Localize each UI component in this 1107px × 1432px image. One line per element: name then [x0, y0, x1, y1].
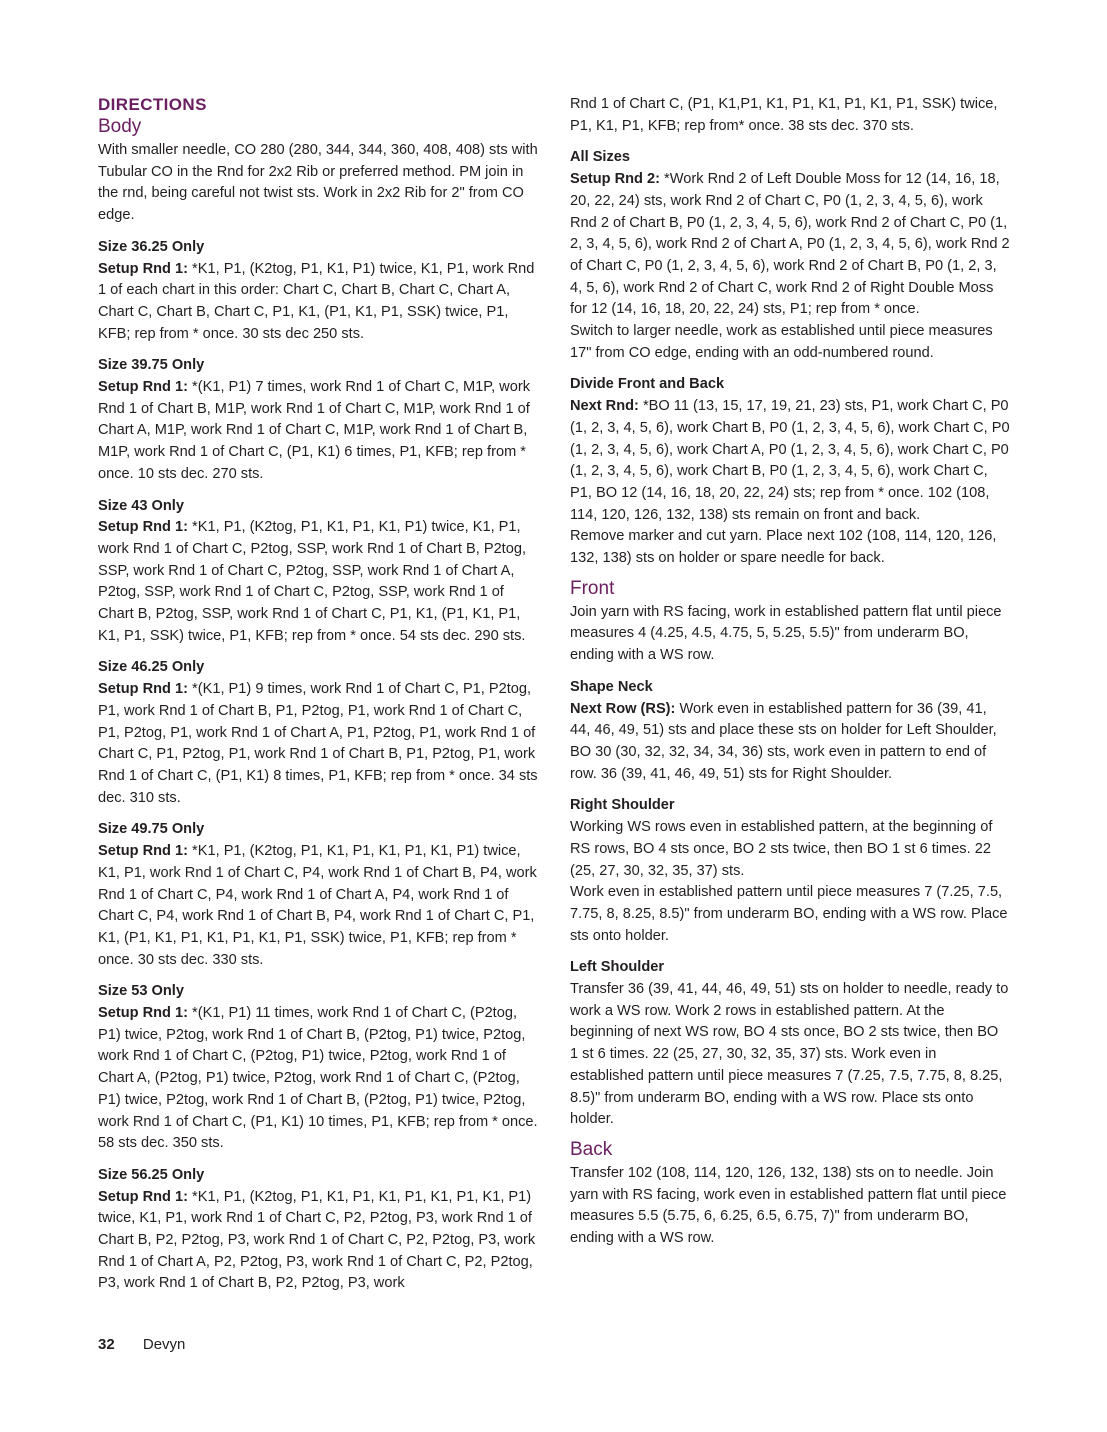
section-heading: Body — [98, 116, 142, 137]
instruction-text: *(K1, P1) 7 times, work Rnd 1 of Chart C, M1P, work Rnd 1 of Chart B, M1P, work Rnd 1 of Chart C, M1P, work Rnd 1 of Chart A, M1P, work Rnd 1 of Chart C, M1P, work Rnd 1 of Chart B, M1P, work Rnd 1 of Chart C, (P1, K1) 6 times, P1, KFB; rep from * once. 10 sts dec. 270 sts. — [98, 379, 530, 482]
page-number: 32 — [98, 1336, 115, 1353]
instruction-paragraph: Transfer 36 (39, 41, 44, 46, 49, 51) sts on holder to needle, ready to work a WS row. Work 2 rows in established pattern. At the beginning of next WS row, BO 4 sts once, BO 2 sts twice, then BO 1 st 6 times. 22 (25, 27, 30, 32, 35, 37) sts. Work even in established pattern until piece measures 7 (7.25, 7.5, 7.75, 8, 8.25, 8.5)" from underarm BO, ending with a WS row. Place sts onto holder. — [570, 981, 1009, 1128]
instruction-paragraph: With smaller needle, CO 280 (280, 344, 344, 360, 408, 408) sts with Tubular CO in the Rnd for 2x2 Rib or preferred method. PM join in the rnd, being careful not twist sts. Work in 2x2 Rib for 2" from CO edge. — [98, 142, 538, 224]
instruction-paragraph — [98, 517, 538, 647]
left-column — [98, 92, 538, 1295]
instruction-paragraph: Remove marker and cut yarn. Place next 102 (108, 114, 120, 126, 132, 138) sts on holder or spare needle for back. — [570, 528, 997, 567]
instruction-paragraph: Work even in established pattern until piece measures 7 (7.25, 7.5, 7.75, 8, 8.25, 8.5)" from underarm BO, ending with a WS row. Place sts onto holder. — [570, 884, 1008, 944]
instruction-text: *Work Rnd 2 of Left Double Moss for 12 (14, 16, 18, 20, 22, 24) sts, work Rnd 2 of Chart C, P0 (1, 2, 3, 4, 5, 6), work Rnd 2 of Chart B, P0 (1, 2, 3, 4, 5, 6), work Rnd 2 of Chart C, P0 (1, 2, 3, 4, 5, 6), work Rnd 2 of Chart A, P0 (1, 2, 3, 4, 5, 6), work Rnd 2 of Chart C, P0 (1, 2, 3, 4, 5, 6), work Rnd 2 of Chart B, P0 (1, 2, 3, 4, 5, 6), work Rnd 2 of Chart C, work Rnd 2 of Right Double Moss for 12 (14, 16, 18, 20, 22, 24) sts, P1; rep from * once. — [570, 171, 1010, 318]
subsection-heading: Size 46.25 Only — [98, 659, 205, 676]
subsection-heading: Size 43 Only — [98, 497, 184, 514]
instruction-paragraph — [98, 679, 538, 809]
subsection-heading: All Sizes — [570, 149, 631, 166]
instruction-paragraph — [570, 699, 1010, 786]
right-column — [570, 94, 1010, 1250]
subsection-heading: Right Shoulder — [570, 797, 675, 814]
subsection-heading: Shape Neck — [570, 678, 653, 695]
instruction-text: *K1, P1, (K2tog, P1, K1, P1) twice, K1, P1, work Rnd 1 of each chart in this order: Chart C, Chart B, Chart C, Chart A, Chart C, Chart B, Chart C, P1, K1, (P1, K1, P1, SSK) twice, P1, KFB; rep from * once. 30 sts dec 250 sts. — [98, 260, 535, 342]
instruction-text: *(K1, P1) 11 times, work Rnd 1 of Chart C, (P2tog, P1) twice, P2tog, work Rnd 1 of Chart B, (P2tog, P1) twice, P2tog, work Rnd 1 of Chart C, (P2tog, P1) twice, P2tog, work Rnd 1 of Chart A, (P2tog, P1) twice, P2tog, work Rnd 1 of Chart C, (P2tog, P1) twice, P2tog, work Rnd 1 of Chart B, (P2tog, P1) twice, P2tog, work Rnd 1 of Chart C, (P1, K1) 10 times, P1, KFB; rep from * once. 58 sts dec. 350 sts. — [98, 1005, 538, 1152]
left-flow — [98, 116, 538, 1295]
section-heading: Back — [570, 1138, 613, 1160]
subsection-heading: Size 53 Only — [98, 983, 184, 1000]
right-flow — [570, 94, 1010, 1250]
subsection-heading: Size 39.75 Only — [98, 357, 205, 374]
instruction-label: Setup Rnd 2: — [570, 171, 660, 188]
pattern-name: Devyn — [142, 1336, 186, 1353]
instruction-label: Setup Rnd 1: — [98, 681, 188, 698]
instruction-paragraph — [570, 169, 1010, 321]
instruction-text: *K1, P1, (K2tog, P1, K1, P1, K1, P1) twice, K1, P1, work Rnd 1 of Chart C, P2tog, SSP, work Rnd 1 of Chart B, P2tog, SSP, work Rnd 1 of Chart C, P2tog, SSP, work Rnd 1 of Chart A, P2tog, SSP, work Rnd 1 of Chart C, P2tog, SSP, work Rnd 1 of Chart B, P2tog, SSP, work Rnd 1 of Chart C, P1, K1, (P1, K1, P1, K1, P1, SSK) twice, P1, KFB; rep from * once. 54 sts dec. 290 sts. — [98, 519, 527, 644]
subsection-heading: Size 49.75 Only — [98, 821, 205, 838]
subsection-heading: Left Shoulder — [570, 959, 665, 976]
subsection-heading: Divide Front and Back — [570, 376, 725, 393]
instruction-paragraph — [98, 377, 538, 486]
instruction-label: Setup Rnd 1: — [98, 1188, 188, 1205]
instruction-label: Setup Rnd 1: — [98, 519, 188, 536]
instruction-text: *K1, P1, (K2tog, P1, K1, P1, K1, P1, K1, P1, K1, P1) twice, K1, P1, work Rnd 1 of Chart C, P2, P2tog, P3, work Rnd 1 of Chart B, P2, P2tog, P3, work Rnd 1 of Chart C, P2, P2tog, P3, work Rnd 1 of Chart A, P2, P2tog, P3, work Rnd 1 of Chart C, P2, P2tog, P3, work Rnd 1 of Chart B, P2, P2tog, P3, work — [98, 1188, 536, 1292]
instruction-label: Setup Rnd 1: — [98, 843, 188, 860]
directions-heading: DIRECTIONS — [98, 95, 207, 114]
instruction-label: Setup Rnd 1: — [98, 260, 188, 277]
instruction-label: Setup Rnd 1: — [98, 379, 188, 396]
instruction-text: *(K1, P1) 9 times, work Rnd 1 of Chart C, P1, P2tog, P1, work Rnd 1 of Chart B, P1, P2tog, P1, work Rnd 1 of Chart C, P1, P2tog, P1, work Rnd 1 of Chart A, P1, P2tog, P1, work Rnd 1 of Chart C, P1, P2tog, P1, work Rnd 1 of Chart B, P1, P2tog, P1, work Rnd 1 of Chart C, (P1, K1) 8 times, P1, KFB; rep from * once. 34 sts dec. 310 sts. — [98, 681, 538, 806]
page-footer — [98, 1336, 185, 1353]
instruction-paragraph: Transfer 102 (108, 114, 120, 126, 132, 138) sts on to needle. Join yarn with RS facing, work even in established pattern flat until piece measures 5.5 (5.75, 6, 6.25, 6.5, 6.75, 7)" from underarm BO, ending with a WS row. — [570, 1164, 1007, 1247]
section-heading: Front — [570, 577, 615, 599]
instruction-label: Setup Rnd 1: — [98, 1005, 188, 1022]
instruction-text: *K1, P1, (K2tog, P1, K1, P1, K1, P1, K1, P1) twice, K1, P1, work Rnd 1 of Chart C, P4, work Rnd 1 of Chart B, P4, work Rnd 1 of Chart C, P4, work Rnd 1 of Chart A, P4, work Rnd 1 of Chart C, P4, work Rnd 1 of Chart B, P4, work Rnd 1 of Chart C, P1, K1, (P1, K1, P1, K1, P1, K1, P1, SSK) twice, P1, KFB; rep from * once. 30 sts dec. 330 sts. — [98, 843, 537, 968]
instruction-paragraph: Rnd 1 of Chart C, (P1, K1,P1, K1, P1, K1, P1, K1, P1, SSK) twice, P1, K1, P1, KFB; rep from* once. 38 sts dec. 370 sts. — [570, 96, 998, 134]
instruction-paragraph — [98, 1187, 538, 1296]
instruction-label: Next Row (RS): — [570, 700, 676, 717]
instruction-text: Work even in established pattern for 36 (39, 41, 44, 46, 49, 51) sts and place these sts on holder for Left Shoulder, BO 30 (30, 32, 32, 34, 34, 36) sts, work even in pattern to end of row. 36 (39, 41, 46, 49, 51) sts for Right Shoulder. — [570, 700, 997, 782]
instruction-label: Next Rnd: — [570, 398, 639, 415]
instruction-paragraph: Working WS rows even in established pattern, at the beginning of RS rows, BO 4 sts once, BO 2 sts twice, then BO 1 st 6 times. 22 (25, 27, 30, 32, 35, 37) sts. — [570, 819, 993, 879]
subsection-heading: Size 56.25 Only — [98, 1166, 205, 1183]
instruction-paragraph — [98, 259, 538, 346]
instruction-paragraph — [98, 1003, 538, 1155]
instruction-paragraph — [570, 396, 1010, 526]
subsection-heading: Size 36.25 Only — [98, 238, 205, 255]
instruction-text: *BO 11 (13, 15, 17, 19, 21, 23) sts, P1, work Chart C, P0 (1, 2, 3, 4, 5, 6), work Chart B, P0 (1, 2, 3, 4, 5, 6), work Chart C, P0 (1, 2, 3, 4, 5, 6), work Chart A, P0 (1, 2, 3, 4, 5, 6), work Chart C, P0 (1, 2, 3, 4, 5, 6), work Chart B, P0 (1, 2, 3, 4, 5, 6), work Chart C, P1, BO 12 (14, 16, 18, 20, 22, 24) sts; rep from * once. 102 (108, 114, 120, 126, 132, 138) sts remain on front and back. — [570, 398, 1010, 523]
instruction-paragraph: Join yarn with RS facing, work in established pattern flat until piece measures 4 (4.25, 4.5, 4.75, 5, 5.25, 5.5)" from underarm BO, ending with a WS row. — [570, 603, 1002, 664]
instruction-paragraph: Switch to larger needle, work as established until piece measures 17" from CO edge, ending with an odd-numbered round. — [570, 323, 993, 361]
instruction-paragraph — [98, 841, 538, 971]
